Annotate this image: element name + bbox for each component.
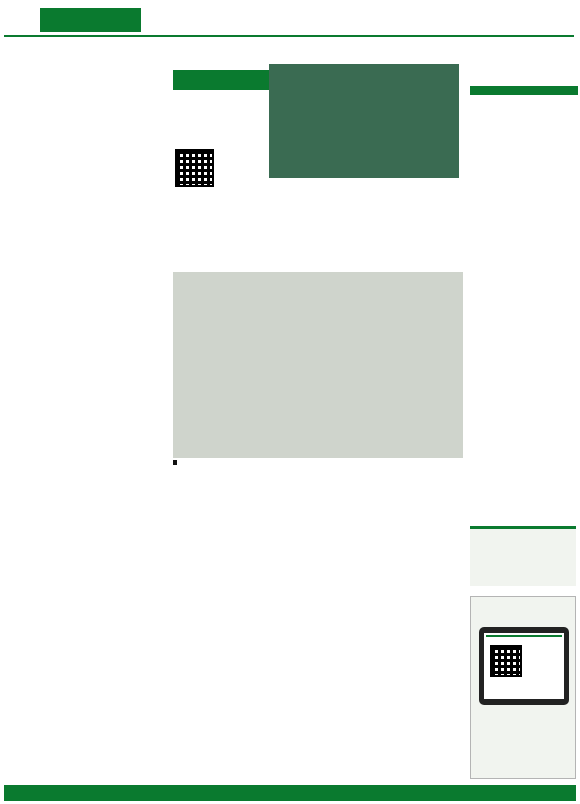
footer-bar [4, 785, 576, 801]
header-rule [4, 35, 574, 37]
pallone-doro-box [470, 526, 576, 586]
phone-header [486, 635, 562, 637]
section-title [40, 8, 141, 32]
top-list-heading [470, 86, 578, 95]
box-tag [173, 70, 269, 90]
qr-code-icon[interactable] [175, 149, 214, 187]
phone-screen [484, 633, 564, 699]
top-list [470, 86, 578, 97]
phone-icon [479, 627, 569, 705]
scan-box [470, 596, 576, 779]
match-photo [269, 64, 459, 178]
caption-label [173, 460, 177, 465]
qr-code-icon[interactable] [490, 645, 522, 677]
article-photo-caption [173, 460, 463, 465]
article-photo [173, 272, 463, 458]
left-column [4, 40, 142, 780]
score-pill [175, 98, 263, 116]
